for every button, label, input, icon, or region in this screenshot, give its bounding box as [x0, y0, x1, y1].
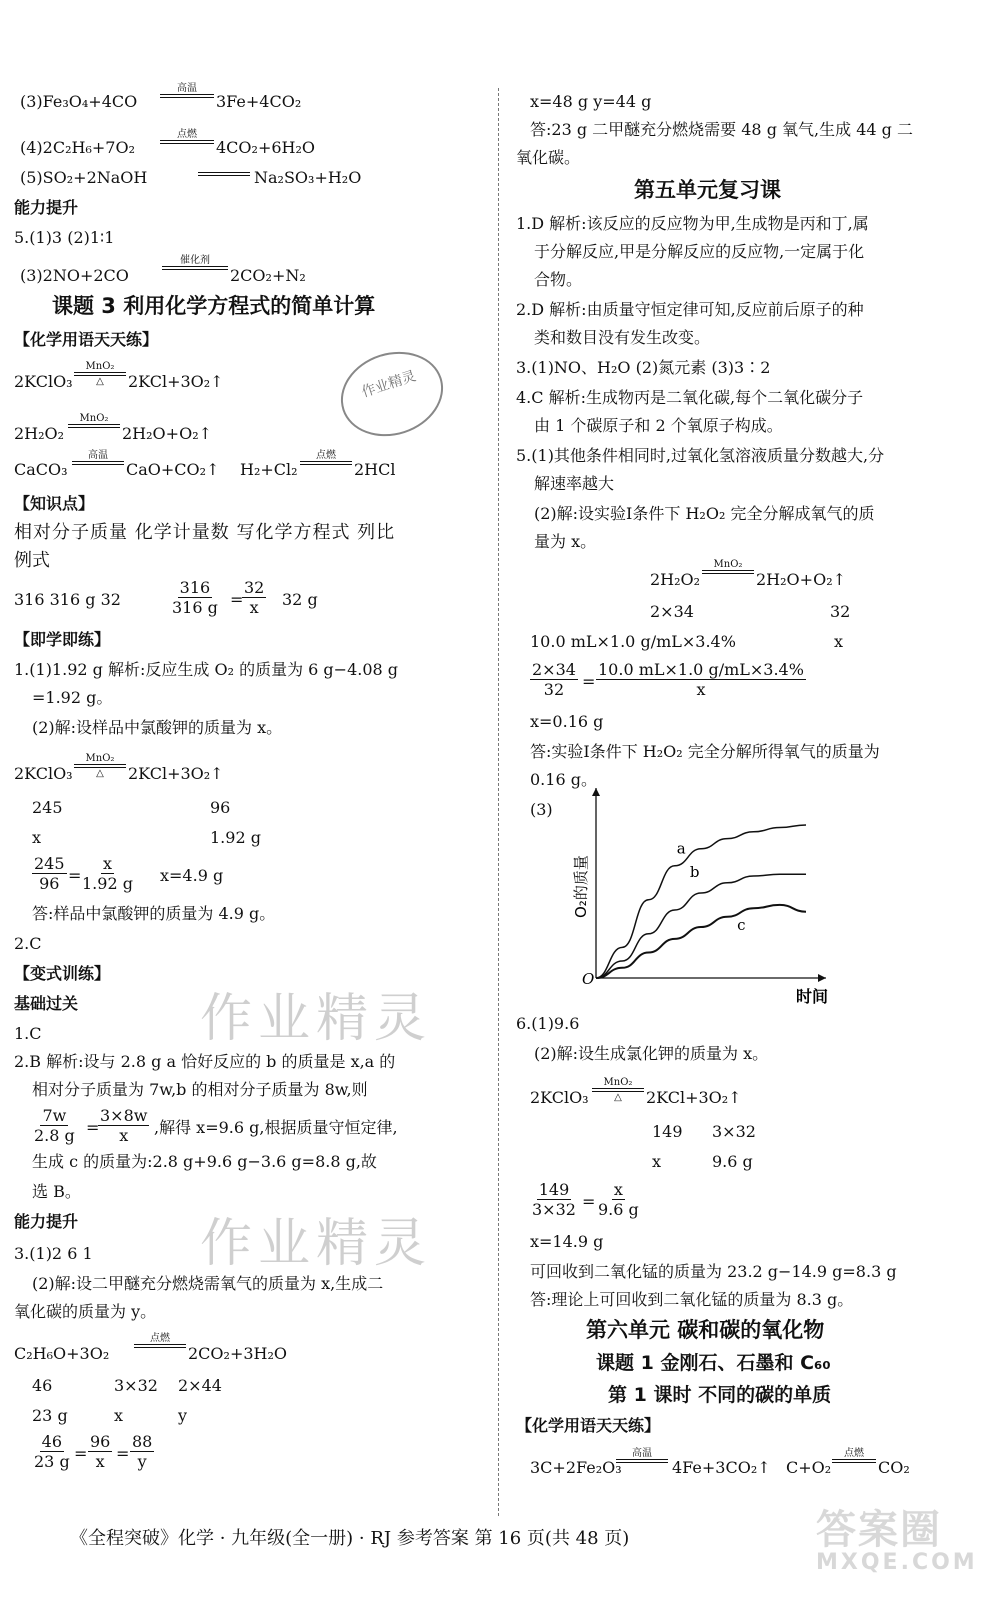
answer-3: 3.(1)2 6 1 — [14, 1244, 93, 1263]
equation-right: 2CO₂+N₂ — [230, 266, 306, 285]
answer-statement: 氧化碳。 — [516, 148, 581, 167]
equation-4: (4)2C₂H₆+7O₂ — [20, 138, 135, 157]
site-logo — [816, 1507, 986, 1590]
mass-value: 46 — [32, 1376, 53, 1395]
equation-combustion: C₂H₆O+3O₂ — [14, 1344, 110, 1363]
denominator: x — [119, 1126, 129, 1145]
numerator: x — [102, 854, 112, 873]
fraction — [170, 580, 220, 616]
equals-sign: = — [74, 1444, 88, 1463]
equals-sign: = — [116, 1444, 130, 1463]
numerator: 10.0 mL×1.0 g/mL×3.4% — [598, 660, 804, 679]
equation-h2o2: 2H₂O₂ — [14, 424, 65, 443]
graph-label: (3) — [530, 800, 553, 819]
equals-sign: = — [68, 866, 82, 885]
mass-value: 2×34 — [650, 602, 694, 621]
fraction — [530, 1182, 578, 1218]
answer-statement: 可回收到二氧化锰的质量为 23.2 g−14.9 g=8.3 g — [530, 1262, 897, 1281]
stamp-seal — [330, 339, 454, 449]
series-line-c — [596, 905, 806, 978]
numerator: 46 — [41, 1432, 63, 1451]
section-heading: 【即学即练】 — [14, 630, 111, 649]
equation-condition — [162, 256, 228, 270]
fraction — [130, 1434, 154, 1470]
numerator: 32 — [244, 578, 265, 597]
equation-equals — [198, 172, 250, 176]
answer-statement: 0.16 g。 — [530, 770, 597, 789]
condition-label: 点燃 — [844, 1448, 864, 1459]
fraction — [88, 1434, 112, 1470]
numerator: 149 — [538, 1180, 570, 1199]
equation-right: 2KCl+3O₂↑ — [128, 764, 224, 783]
equals-sign: = — [86, 1118, 100, 1137]
equation-5: (5)SO₂+2NaOH — [20, 168, 148, 187]
mass-value: x — [32, 828, 42, 847]
equation-right: 2KCl+3O₂↑ — [646, 1088, 742, 1107]
denominator: 316 g — [172, 598, 218, 617]
review-answer-1: 合物。 — [534, 270, 583, 289]
heat-symbol: △ — [96, 768, 104, 779]
review-answer-1: 于分解反应,甲是分解反应的反应物,一定属于化 — [534, 242, 865, 261]
equation-right: Na₂SO₃+H₂O — [254, 168, 362, 187]
y-axis-label: O₂的质量 — [572, 855, 590, 918]
mass-value: 96 — [210, 798, 231, 817]
watermark: 作业精灵 — [200, 1214, 433, 1274]
answer-2: ,解得 x=9.6 g,根据质量守恒定律, — [154, 1118, 398, 1137]
answer-1: 1.(1)1.92 g 解析:反应生成 O₂ 的质量为 6 g−4.08 g — [14, 660, 399, 679]
condition-label: MnO₂ — [603, 1077, 633, 1088]
mass-value: y — [178, 1406, 188, 1425]
numerator: 96 — [90, 1432, 111, 1451]
review-answer-3: 3.(1)NO、H₂O (2)氮元素 (3)3∶2 — [516, 358, 771, 377]
review-answer-6: (2)解:设生成氯化钾的质量为 x。 — [534, 1044, 769, 1063]
section-heading: 【化学用语天天练】 — [14, 330, 159, 349]
mass-value: 23 g — [32, 1406, 68, 1425]
numerator: 2×34 — [532, 660, 576, 679]
knowledge-line: 例式 — [14, 550, 50, 571]
equation-right: 2HCl — [354, 460, 396, 479]
mass-value: 2×44 — [178, 1376, 222, 1395]
mass-value: 245 — [32, 798, 63, 817]
condition-label: 点燃 — [177, 129, 197, 140]
equation-co2: C+O₂ — [786, 1458, 832, 1477]
fraction — [98, 1108, 149, 1144]
knowledge-line: 相对分子质量 化学计量数 写化学方程式 列比 — [14, 522, 396, 543]
section-heading: 基础过关 — [14, 994, 79, 1013]
fraction — [242, 580, 266, 616]
mass-value: x — [652, 1152, 662, 1171]
mass-value: 10.0 mL×1.0 g/mL×3.4% — [530, 632, 736, 651]
oxygen-mass-chart — [556, 792, 856, 1022]
review-answer-2: 2.D 解析:由质量守恒定律可知,反应前后原子的种 — [516, 300, 864, 319]
logo-url: MXQE.COM — [816, 1550, 978, 1575]
mass-value: x — [834, 632, 844, 651]
denominator: 2.8 g — [34, 1126, 75, 1145]
series-label-c: c — [737, 915, 746, 934]
equals-sign: = — [582, 1192, 596, 1211]
column-divider — [498, 88, 499, 1516]
denominator: 96 — [39, 874, 60, 893]
equation-condition — [160, 84, 214, 98]
mass-value: 3×32 — [114, 1376, 158, 1395]
answer-2: 选 B。 — [32, 1182, 81, 1201]
equation-condition — [74, 362, 126, 387]
numerator: 316 — [179, 578, 211, 597]
equation-kclo3: 2KClO₃ — [530, 1088, 589, 1107]
watermark: 作业精灵 — [200, 989, 433, 1049]
mass-value: 32 — [830, 602, 851, 621]
equation-right: CaO+CO₂↑ — [126, 460, 220, 479]
section-heading: 【化学用语天天练】 — [516, 1416, 661, 1435]
equation-condition — [832, 1449, 876, 1463]
equation-left: (3)Fe₃O₄+4CO — [20, 92, 138, 111]
equation-condition — [68, 414, 120, 428]
review-answer-2: 类和数目没有发生改变。 — [534, 328, 711, 347]
numerator: 245 — [34, 854, 65, 873]
mass-value: 149 — [652, 1122, 683, 1141]
equation-caco3: CaCO₃ — [14, 460, 68, 479]
answer-3: 氧化碳的质量为 y。 — [14, 1302, 157, 1321]
numerator: 88 — [132, 1432, 153, 1451]
answer-2: 2.B 解析:设与 2.8 g a 恰好反应的 b 的质量是 x,a 的 — [14, 1052, 396, 1071]
answer-statement: 答:23 g 二甲醚充分燃烧需要 48 g 氧气,生成 44 g 二 — [530, 120, 913, 139]
answer-2: 相对分子质量为 7w,b 的相对分子质量为 8w,则 — [32, 1080, 368, 1099]
review-answer-5: 5.(1)其他条件相同时,过氧化氢溶液质量分数越大,分 — [516, 446, 885, 465]
equation-condition — [160, 130, 214, 144]
answer-2: 生成 c 的质量为:2.8 g+9.6 g−3.6 g=8.8 g,故 — [32, 1152, 377, 1171]
mass-value: x — [114, 1406, 124, 1425]
section-heading: 【知识点】 — [14, 494, 95, 513]
condition-label: MnO₂ — [85, 753, 115, 764]
fraction — [530, 662, 578, 698]
equals-sign: = — [230, 590, 244, 609]
origin-label: O — [582, 970, 595, 988]
fraction — [80, 856, 135, 892]
lesson-title: 课题 3 利用化学方程式的简单计算 — [52, 294, 376, 318]
answer-statement: 答:样品中氯酸钾的质量为 4.9 g。 — [32, 904, 276, 923]
fraction — [32, 856, 67, 892]
mass-value: 3×32 — [712, 1122, 756, 1141]
equation-nox: (3)2NO+2CO — [20, 266, 129, 285]
equation-condition — [592, 1078, 644, 1103]
review-answer-4: 由 1 个碳原子和 2 个氧原子构成。 — [534, 416, 783, 435]
answer-statement: 答:理论上可回收到二氧化锰的质量为 8.3 g。 — [530, 1290, 854, 1309]
equation-right: 2CO₂+3H₂O — [188, 1344, 288, 1363]
condition-label: 高温 — [88, 450, 108, 461]
result-line: x=48 g y=44 g — [530, 92, 652, 111]
series-label-a: a — [676, 839, 686, 858]
equation-right: 2H₂O+O₂↑ — [756, 570, 847, 589]
answer-5: 5.(1)3 (2)1∶1 — [14, 228, 115, 247]
equation-kclo3: 2KClO₃ — [14, 372, 73, 391]
fraction — [32, 1434, 72, 1470]
equation-condition — [300, 451, 352, 465]
heat-symbol: △ — [96, 376, 104, 387]
denominator: y — [137, 1452, 147, 1471]
equation-right: 4Fe+3CO₂↑ — [672, 1458, 771, 1477]
answer-3: (2)解:设二甲醚充分燃烧需氧气的质量为 x,生成二 — [32, 1274, 384, 1293]
equation-h2o2: 2H₂O₂ — [650, 570, 701, 589]
page-footer: 《全程突破》化学 · 九年级(全一册) · RJ 参考答案 第 16 页(共 48 页) — [70, 1528, 630, 1549]
series-line-a — [596, 825, 806, 978]
review-answer-4: 4.C 解析:生成物丙是二氧化碳,每个二氧化碳分子 — [516, 388, 864, 407]
equation-hcl: H₂+Cl₂ — [240, 460, 298, 479]
series-label-b: b — [689, 863, 700, 882]
condition-label: MnO₂ — [85, 361, 115, 372]
mass-value: 9.6 g — [712, 1152, 753, 1171]
equation-right: 2KCl+3O₂↑ — [128, 372, 224, 391]
period-title: 第 1 课时 不同的碳的单质 — [608, 1384, 832, 1406]
review-answer-5: 量为 x。 — [534, 532, 597, 551]
equation-condition — [616, 1449, 668, 1463]
equation-3 — [20, 94, 137, 110]
x-axis-label: 时间 — [796, 987, 829, 1006]
review-answer-5: (2)解:设实验Ⅰ条件下 H₂O₂ 完全分解成氧气的质 — [534, 504, 875, 523]
fraction — [596, 1182, 641, 1218]
numerator: 3×8w — [100, 1106, 148, 1125]
result-line: x=0.16 g — [530, 712, 604, 731]
answer-2: 2.C — [14, 934, 42, 953]
review-answer-6: 6.(1)9.6 — [516, 1014, 580, 1033]
equation-right: CO₂ — [878, 1458, 910, 1477]
answer-1: =1.92 g。 — [32, 688, 113, 707]
answer-1: 1.C — [14, 1024, 42, 1043]
mass-value: 1.92 g — [210, 828, 261, 847]
denominator: 1.92 g — [82, 874, 133, 893]
condition-label: 高温 — [632, 1448, 652, 1459]
section-heading: 能力提升 — [14, 198, 79, 217]
equation-right: 4CO₂+6H₂O — [216, 138, 316, 157]
review-answer-1: 1.D 解析:该反应的反应物为甲,生成物是丙和丁,属 — [516, 214, 869, 233]
knowledge-result: 32 g — [282, 590, 318, 609]
denominator: 3×32 — [532, 1200, 576, 1219]
equation-condition — [134, 1334, 186, 1348]
condition-label: 催化剂 — [180, 255, 210, 266]
denominator: x — [696, 680, 706, 699]
fraction — [596, 662, 806, 698]
denominator: 32 — [543, 680, 565, 699]
result-line: x=14.9 g — [530, 1232, 604, 1251]
equation-kclo3: 2KClO₃ — [14, 764, 73, 783]
logo-text: 答案圈 — [816, 1507, 942, 1553]
denominator: x — [249, 598, 259, 617]
denominator: 23 g — [34, 1452, 70, 1471]
equation-fe2o3: 3C+2Fe₂O₃ — [530, 1458, 622, 1477]
condition-label: MnO₂ — [79, 413, 109, 424]
section-heading: 【变式训练】 — [14, 964, 111, 983]
denominator: x — [95, 1452, 105, 1471]
x-axis-arrow — [818, 974, 826, 982]
numerator: 7w — [42, 1106, 67, 1125]
knowledge-values: 316 316 g 32 — [14, 590, 121, 609]
equation-right: 3Fe+4CO₂ — [216, 92, 302, 111]
equation-right: 2H₂O+O₂↑ — [122, 424, 213, 443]
equation-condition — [72, 451, 124, 465]
section-heading: 能力提升 — [14, 1212, 79, 1231]
review-answer-5: 解速率越大 — [534, 474, 615, 493]
denominator: 9.6 g — [598, 1200, 639, 1219]
stamp-text: 作业精灵 — [359, 368, 419, 401]
equation-condition — [702, 560, 754, 574]
condition-label: 点燃 — [150, 1333, 170, 1344]
equation-condition — [74, 754, 126, 779]
equals-sign: = — [582, 672, 596, 691]
condition-label: MnO₂ — [713, 559, 743, 570]
lesson-title: 课题 1 金刚石、石墨和 C₆₀ — [596, 1352, 831, 1374]
answer-1: (2)解:设样品中氯酸钾的质量为 x。 — [32, 718, 283, 737]
unit-review-title: 第五单元复习课 — [634, 178, 781, 202]
condition-label: 高温 — [177, 83, 197, 94]
answer-statement: 答:实验Ⅰ条件下 H₂O₂ 完全分解所得氧气的质量为 — [530, 742, 880, 761]
result: x=4.9 g — [160, 866, 224, 885]
fraction — [32, 1108, 77, 1144]
y-axis-arrow — [592, 788, 600, 796]
unit-title: 第六单元 碳和碳的氧化物 — [586, 1318, 825, 1342]
condition-label: 点燃 — [316, 450, 336, 461]
numerator: x — [613, 1180, 623, 1199]
heat-symbol: △ — [614, 1092, 622, 1103]
